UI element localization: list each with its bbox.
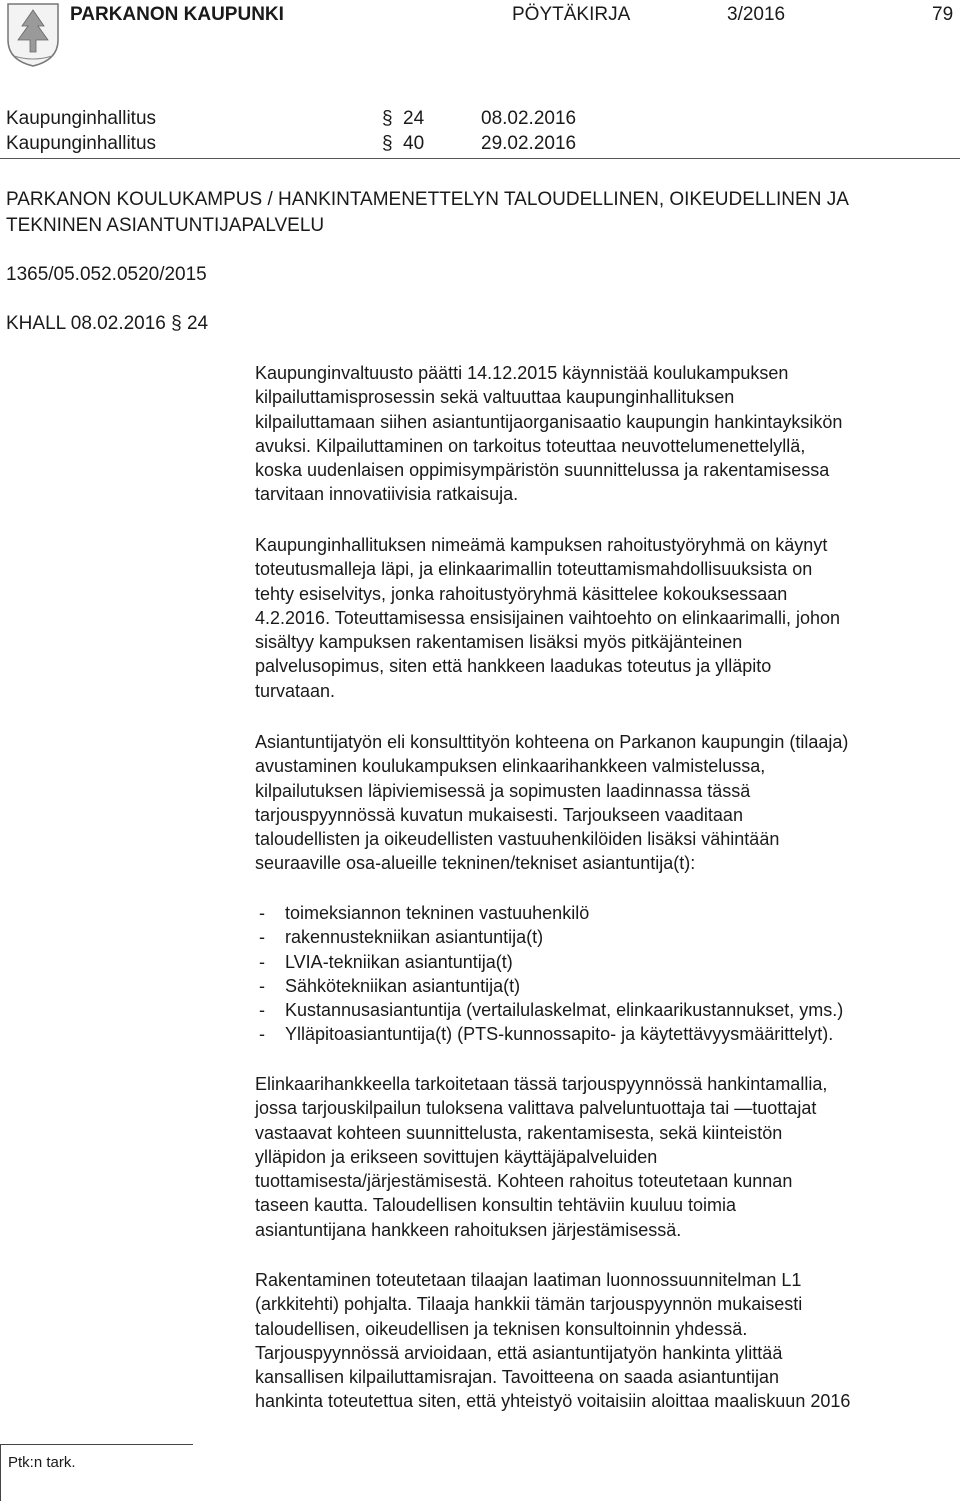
text-line: (arkkitehti) pohjalta. Tilaaja hankkii tämän tarjouspyynnön mukaisesti [255,1294,803,1315]
document-number: 3/2016 [727,4,786,25]
text-line: Tarjouspyynnössä arvioidaan, että asiantuntijatyön hankinta ylittää [255,1342,783,1363]
text-line: ylläpidon ja erikseen sovittujen käyttäjäpalveluiden [255,1146,658,1167]
meeting-reference: KHALL 08.02.2016 § 24 [6,313,209,334]
text-line: toteutusmalleja läpi, ja elinkaarimallin toteuttamismahdollisuuksista on [255,559,813,580]
reference-number: 40 [403,133,425,154]
text-line: tuottamisesta/järjestämisestä. Kohteen rahoitus toteutetaan kunnan [255,1171,793,1192]
reference-body: Kaupunginhallitus [6,133,157,154]
text-line: kansallisen kilpailuttamisrajan. Tavoitteena on saada asiantuntijan [255,1367,779,1388]
text-line: seuraaville osa-alueille tekninen/tekniset asiantuntija(t): [255,853,696,874]
text-line: kilpailuttamisprosessin sekä valtuuttaa kaupunginhallituksen [255,387,735,408]
body-paragraph [255,361,960,507]
text-line: Kaupunginhallituksen nimeämä kampuksen rahoitustyöryhmä on käynyt [255,535,828,555]
document-type: PÖYTÄKIRJA [512,4,631,25]
text-line: avuksi. Kilpailuttaminen on tarkoitus toteuttaa neuvottelumenettelyllä, [255,435,806,456]
title-line: PARKANON KOULUKAMPUS / HANKINTAMENETTELYN TALOUDELLINEN, OIKEUDELLINEN JA [6,189,849,210]
list-item: - Sähkötekniikan asiantuntija(t) [255,974,960,998]
text-line: kilpailutuksen läpiviemisessä ja sopimusten laadinnassa tässä [255,780,751,801]
body-paragraph [255,533,960,703]
body-paragraph [255,730,960,876]
section-symbol: § [382,108,393,129]
footer-divider [0,1444,1,1501]
text-line: asiantuntijana hankkeen rahoituksen järjestämisessä. [255,1219,682,1240]
coat-of-arms-icon [4,0,62,68]
text-line: koska uudenlaisen oppimisympäristön suunnittelussa ja rakentamisessa [255,460,830,481]
reference-date: 08.02.2016 [481,108,577,129]
title-line: TEKNINEN ASIANTUNTIJAPALVELU [6,215,325,236]
text-line: tehty esiselvitys, jonka rahoitustyöryhmä käsittelee kokouksessaan [255,583,788,604]
footer-divider [0,1444,193,1445]
text-line: kilpailuttamaan siihen asiantuntijaorganisaatio kaupungin hankintayksikön [255,411,843,432]
list-item: - rakennustekniikan asiantuntija(t) [255,925,960,949]
text-line: 4.2.2016. Toteuttamisessa ensisijainen vaihtoehto on elinkaarimalli, johon [255,607,841,628]
list-item: - toimeksiannon tekninen vastuuhenkilö [255,901,960,925]
body-paragraph [255,1268,960,1414]
text-line: taloudellisen, oikeudellisen ja teknisen konsultoinnin yhdessä. [255,1318,748,1339]
document-title [6,187,956,239]
text-line: Elinkaarihankkeella tarkoitetaan tässä tarjouspyynnössä hankintamallia, [255,1074,828,1094]
reference-date: 29.02.2016 [481,133,577,154]
reference-body: Kaupunginhallitus [6,108,157,129]
text-line: tarvitaan innovatiivisia ratkaisuja. [255,484,519,505]
text-line: hankinta toteutettua siten, että yhteistyö voitaisiin aloittaa maaliskuun 2016 [255,1391,851,1412]
text-line: palvelusopimus, siten että hankkeen laadukas toteutus ja ylläpito [255,656,772,677]
section-symbol: § [382,133,393,154]
list-item: - LVIA-tekniikan asiantuntija(t) [255,950,960,974]
list-item: - Ylläpitoasiantuntija(t) (PTS-kunnossapito- ja käytettävyysmäärittelyt). [255,1022,960,1046]
text-line: Kaupunginvaltuusto päätti 14.12.2015 käynnistää koulukampuksen [255,363,789,383]
text-line: taloudellisten ja oikeudellisten vastuuhenkilöiden lisäksi vähintään [255,829,780,850]
body-paragraph [255,1072,960,1242]
minutes-checker-label: Ptk:n tark. [8,1454,76,1471]
expert-list [255,901,960,1047]
text-line: Asiantuntijatyön eli konsulttityön kohteena on Parkanon kaupungin (tilaaja) [255,732,849,752]
list-item: - Kustannusasiantuntija (vertailulaskelmat, elinkaarikustannukset, yms.) [255,998,960,1022]
divider [0,158,960,159]
text-line: turvataan. [255,680,336,701]
text-line: vastaavat kohteen suunnittelusta, rakentamisesta, sekä kiinteistön [255,1122,783,1143]
org-name: PARKANON KAUPUNKI [70,4,284,25]
text-line: jossa tarjouskilpailun tuloksena valittava palveluntuottaja tai —tuottajat [255,1098,817,1119]
text-line: taseen kautta. Taloudellisen konsultin tehtäviin kuuluu toimia [255,1195,736,1216]
case-number: 1365/05.052.0520/2015 [6,264,207,285]
text-line: Rakentaminen toteutetaan tilaajan laatiman luonnossuunnitelman L1 [255,1270,802,1290]
page-number: 79 [932,4,954,25]
page-header [0,0,960,70]
text-line: avustaminen koulukampuksen elinkaarihankkeen valmistelussa, [255,756,766,777]
reference-number: 24 [403,108,425,129]
text-line: tarjouspyynnössä kuvatun mukaisesti. Tarjoukseen vaaditaan [255,804,743,825]
text-line: sisältyy kampuksen rakentamisen lisäksi myös pitkäjänteinen [255,632,743,653]
